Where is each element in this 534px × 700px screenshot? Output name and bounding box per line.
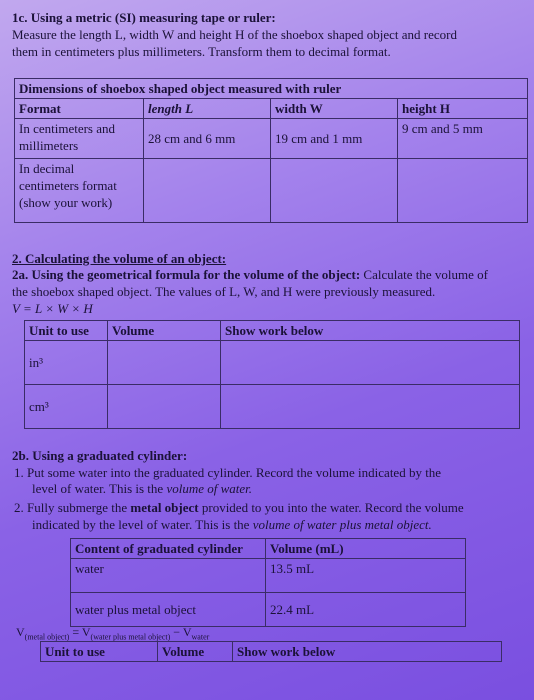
volume-unit-in3: in³ [25,341,108,385]
dimensions-height-cell[interactable]: 9 cm and 5 mm [398,119,528,159]
dimensions-row2-label: In decimal centimeters format (show your work) [15,159,144,223]
volume-table [24,320,520,429]
section-1c-line2: them in centimeters plus millimeters. Transform them to decimal format. [12,44,391,59]
volume-formula: V = L × W × H [12,301,93,316]
step1-line1: 1. Put some water into the graduated cylinder. Record the volume indicated by the [14,465,442,480]
section-2a-line2: the shoebox shaped object. The values of L, W, and H were previously measured. [12,284,436,299]
cylinder-row-water-volume[interactable]: 13.5 mL [266,559,466,593]
dimensions-header-height: height H [398,99,528,119]
step1-line2: level of water. This is the volume of water. [32,481,253,496]
metal-header-volume: Volume [158,642,233,662]
cylinder-row-metal-volume[interactable]: 22.4 mL [266,593,466,627]
section-2a-line1: 2a. Using the geometrical formula for the volume of the object: Calculate the volume of [12,267,488,282]
step2-line2: indicated by the level of water. This is the volume of water plus metal object. [32,517,432,532]
dimensions-header-format: Format [15,99,144,119]
metal-volume-formula: $V_{(metal object)} = V_{(water plus metal object)} - V_{water}$ [16,625,210,642]
volume-header-unit: Unit to use [25,321,108,341]
dimensions-table [14,78,528,223]
section-1c-heading: 1c. Using a metric (SI) measuring tape or ruler: [12,10,276,25]
dimensions-decimal-width-cell[interactable] [271,159,398,223]
metal-header-unit: Unit to use [41,642,158,662]
volume-header-work: Show work below [221,321,520,341]
cylinder-header-volume: Volume (mL) [266,539,466,559]
step2-line1: 2. Fully submerge the metal object provided to you into the water. Record the volume [14,500,464,515]
dimensions-decimal-length-cell[interactable] [144,159,271,223]
volume-unit-cm3: cm³ [25,385,108,429]
cylinder-row-metal-content: water plus metal object [71,593,266,627]
dimensions-length-cell[interactable]: 28 cm and 6 mm [144,119,271,159]
cylinder-row-water-content: water [71,559,266,593]
section-2-heading: 2. Calculating the volume of an object: [12,251,227,266]
volume-cm3-cell[interactable] [108,385,221,429]
cylinder-header-content: Content of graduated cylinder [71,539,266,559]
metal-header-work: Show work below [233,642,502,662]
volume-in3-work-cell[interactable] [221,341,520,385]
dimensions-header-width: width W [271,99,398,119]
cylinder-table [70,538,466,627]
dimensions-width-cell[interactable]: 19 cm and 1 mm [271,119,398,159]
volume-header-volume: Volume [108,321,221,341]
section-1c-line1: Measure the length L, width W and height H of the shoebox shaped object and record [12,27,458,42]
dimensions-row1-label: In centimeters and millimeters [15,119,144,159]
metal-volume-table [40,641,502,662]
dimensions-header-length: length L [144,99,271,119]
section-2b-heading: 2b. Using a graduated cylinder: [12,448,188,463]
volume-cm3-work-cell[interactable] [221,385,520,429]
volume-in3-cell[interactable] [108,341,221,385]
dimensions-table-title: Dimensions of shoebox shaped object measured with ruler [15,79,528,99]
dimensions-decimal-height-cell[interactable] [398,159,528,223]
